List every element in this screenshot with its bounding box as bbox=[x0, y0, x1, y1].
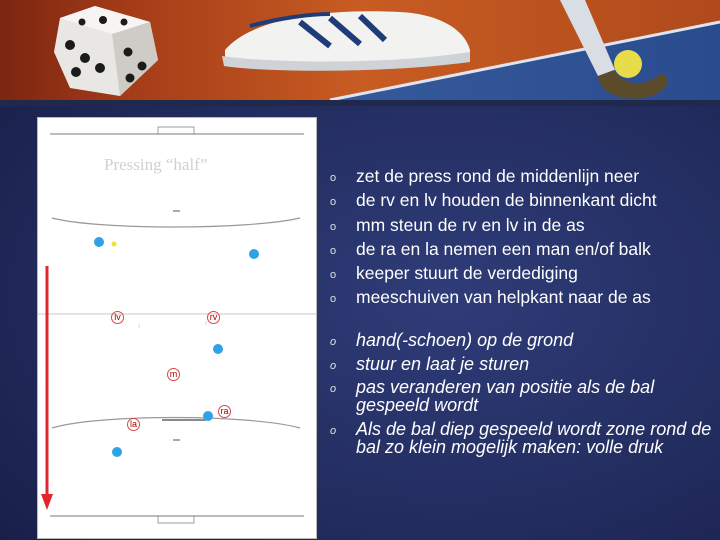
bullet-icon: o bbox=[330, 336, 337, 348]
list-item: o mm steun de rv en lv in de as bbox=[330, 213, 714, 237]
rules-list-top bbox=[330, 164, 714, 310]
list-item: o keeper stuurt de verdediging bbox=[330, 261, 714, 285]
list-item: o hand(-schoen) op de grond bbox=[330, 330, 574, 350]
bullet-icon: o bbox=[330, 244, 337, 257]
list-item: o meeschuiven van helpkant naar de as bbox=[330, 285, 714, 309]
bullet-icon: o bbox=[330, 424, 337, 437]
field-lines bbox=[38, 118, 316, 538]
bullet-icon: o bbox=[330, 293, 337, 306]
list-item: o pas veranderen van positie als de bal gespeeld wordt bbox=[330, 377, 655, 415]
list-item: o Als de bal diep gespeeld wordt zone rond de bal zo klein mogelijk maken: volle druk bbox=[330, 418, 712, 457]
bullet-icon: o bbox=[330, 269, 337, 282]
list-item: o de ra en la nemen een man en/of balk bbox=[330, 237, 714, 261]
bullet-icon: o bbox=[330, 359, 337, 372]
banner-divider bbox=[0, 100, 720, 106]
player-dot bbox=[213, 344, 223, 354]
bullet-icon: o bbox=[330, 220, 337, 233]
bullet-icon: o bbox=[330, 196, 337, 209]
list-item: o stuur en laat je sturen bbox=[330, 353, 530, 374]
diagram-title: Pressing “half” bbox=[104, 155, 208, 174]
list-item: o zet de press rond de middenlijn neer bbox=[330, 164, 714, 188]
goal-bottom bbox=[158, 516, 194, 523]
banner-illustration bbox=[0, 0, 720, 106]
rules-list-bottom bbox=[330, 331, 714, 461]
bullet-icon: o bbox=[330, 383, 337, 395]
player-dot bbox=[112, 447, 122, 457]
player-tag-ra: ra bbox=[218, 405, 231, 418]
list-item: o de rv en lv houden de binnenkant dicht bbox=[330, 188, 714, 212]
player-tag-m: m bbox=[167, 368, 180, 381]
player-dot bbox=[94, 237, 104, 247]
hockey-ball-icon bbox=[614, 50, 642, 78]
goal-top bbox=[158, 127, 194, 134]
player-dot bbox=[203, 411, 213, 421]
player-tag-la: la bbox=[127, 418, 140, 431]
arrow-head-icon bbox=[41, 494, 53, 510]
bullet-icon: o bbox=[330, 172, 337, 184]
shooting-circle-top bbox=[52, 218, 300, 227]
ball-dot bbox=[112, 242, 117, 247]
player-tag-rv: rv bbox=[207, 311, 220, 324]
player-tag-lv: lv bbox=[111, 311, 124, 324]
shooting-circle-bottom bbox=[52, 418, 300, 429]
header-banner bbox=[0, 0, 720, 106]
field-diagram bbox=[37, 117, 317, 539]
player-dot bbox=[249, 249, 259, 259]
